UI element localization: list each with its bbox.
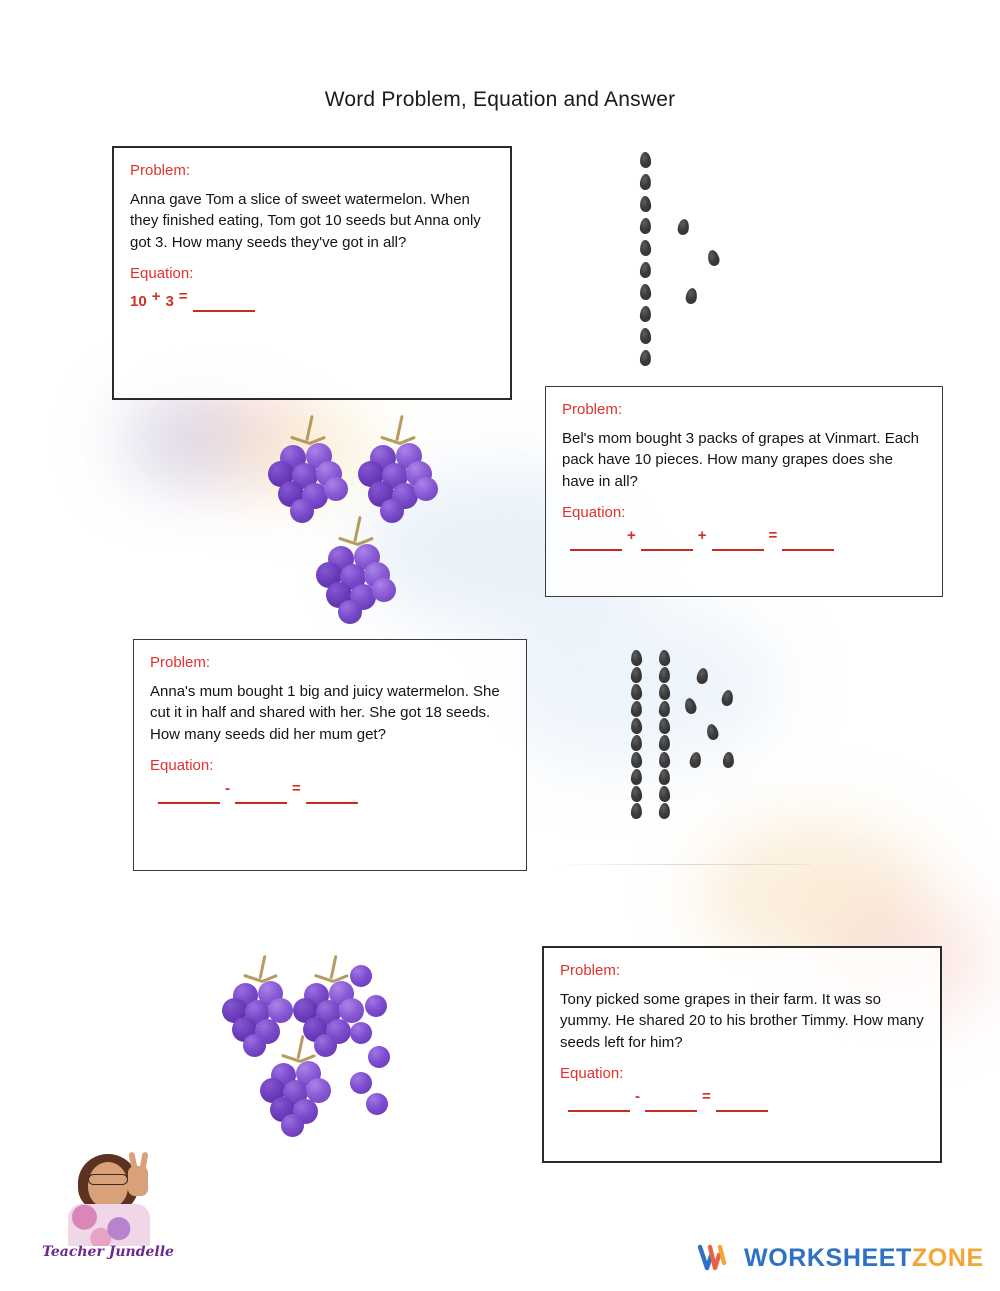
worksheetzone-logo[interactable]: [698, 1243, 984, 1273]
equation-label-2: Equation:: [562, 503, 626, 521]
grape-bunch-3: [310, 516, 402, 626]
equation-1-equals: =: [178, 287, 188, 305]
equation-4: [560, 1088, 924, 1112]
equation-4-blank-a[interactable]: [568, 1096, 630, 1112]
equation-2-operator-1: +: [627, 526, 636, 544]
equation-1-operand-a: 10: [130, 292, 147, 310]
equation-2-blank-b[interactable]: [641, 535, 693, 551]
single-grape-6: [366, 1093, 388, 1115]
grape-bunch-1: [262, 415, 354, 525]
problem-box-4: [542, 946, 942, 1163]
equation-1-operator: +: [151, 287, 161, 305]
equation-3-blank-b[interactable]: [235, 788, 287, 804]
equation-2-equals: =: [768, 526, 778, 544]
equation-label-1: Equation:: [130, 264, 194, 282]
equation-4-blank-b[interactable]: [645, 1096, 697, 1112]
problem-label-3: Problem:: [150, 654, 211, 671]
peace-sign-hand-icon: [128, 1166, 148, 1196]
grape-bunch-2: [352, 415, 444, 525]
equation-3-equals: =: [292, 779, 301, 797]
single-grape-5: [350, 1072, 372, 1094]
single-grape-2: [365, 995, 387, 1017]
equation-4-answer-blank[interactable]: [716, 1096, 768, 1112]
equation-label-4: Equation:: [560, 1064, 624, 1082]
equation-3: [150, 780, 510, 804]
teacher-logo: [38, 1150, 178, 1268]
worksheetzone-brand: [744, 1244, 984, 1273]
problem-text-3: Anna's mum bought 1 big and juicy watermelon. She cut it in half and shared with her. She got 18 seeds. How many seeds did her mum get?: [150, 683, 500, 743]
worksheetzone-w-icon: [698, 1243, 732, 1273]
problem-box-3: [133, 639, 527, 871]
equation-2: [562, 527, 926, 551]
equation-1: [130, 288, 494, 312]
teacher-face: [88, 1162, 128, 1208]
problem-box-1: [112, 146, 512, 400]
single-grape-1: [350, 965, 372, 987]
equation-2-operator-2: +: [697, 526, 707, 544]
equation-3-answer-blank[interactable]: [306, 788, 358, 804]
brand-part-two: ZONE: [911, 1243, 984, 1272]
equation-2-blank-a[interactable]: [570, 535, 622, 551]
problem-box-2: [545, 386, 943, 597]
equation-2-answer-blank[interactable]: [782, 535, 834, 551]
teacher-blouse: [68, 1204, 150, 1246]
problem-label-2: Problem:: [562, 401, 623, 418]
problem-text-2: Bel's mom bought 3 packs of grapes at Vinmart. Each pack have 10 pieces. How many grapes does she have in all?: [562, 430, 919, 490]
glasses-icon: [88, 1174, 128, 1185]
equation-2-blank-c[interactable]: [712, 535, 764, 551]
equation-3-blank-a[interactable]: [158, 788, 220, 804]
equation-1-operand-b: 3: [165, 292, 174, 310]
peace-finger-right: [139, 1152, 148, 1171]
problem-label-1: Problem:: [130, 162, 191, 179]
equation-1-answer-blank[interactable]: [193, 296, 255, 312]
single-grape-3: [350, 1022, 372, 1044]
problem-label-4: Problem:: [560, 962, 621, 979]
equation-4-equals: =: [702, 1087, 711, 1105]
teacher-name-label: Teacher Jundelle: [42, 1244, 174, 1260]
equation-3-operator: -: [225, 779, 230, 797]
background-wash-blue: [120, 400, 250, 480]
equation-label-3: Equation:: [150, 756, 214, 774]
teacher-photo: [60, 1150, 156, 1246]
problem-text-1: Anna gave Tom a slice of sweet watermelon. When they finished eating, Tom got 10 seeds but Anna only got 3. How many seeds they've got in all?: [130, 191, 481, 251]
grape-bunch-6: [255, 1035, 341, 1139]
page-title: Word Problem, Equation and Answer: [324, 88, 676, 111]
single-grape-4: [368, 1046, 390, 1068]
divider-line: [552, 864, 810, 865]
equation-4-operator: -: [635, 1087, 640, 1105]
problem-text-4: Tony picked some grapes in their farm. It was so yummy. He shared 20 to his brother Timmy. How many seeds left for him?: [560, 991, 924, 1051]
brand-part-one: WORKSHEET: [744, 1243, 912, 1272]
